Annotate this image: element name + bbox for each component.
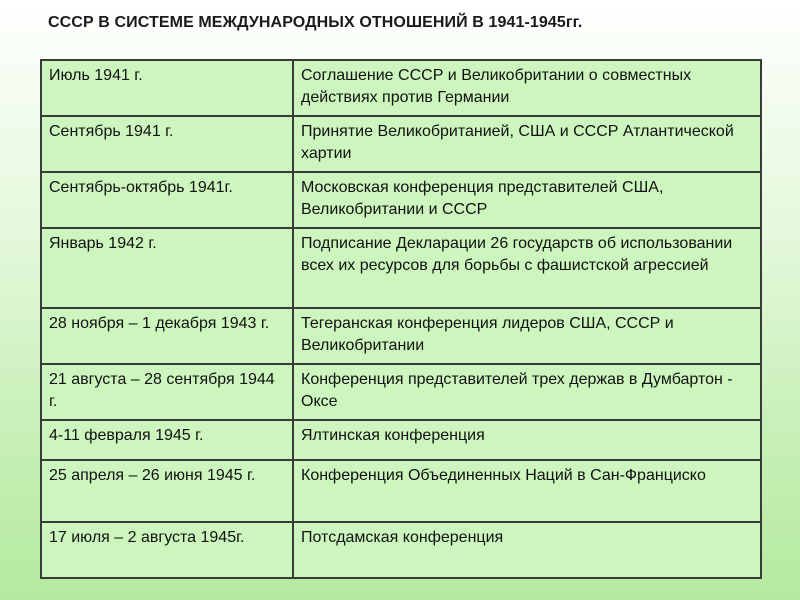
date-cell: 25 апреля – 26 июня 1945 г. bbox=[41, 460, 293, 522]
table-row bbox=[41, 364, 761, 420]
date-cell: 28 ноября – 1 декабря 1943 г. bbox=[41, 308, 293, 364]
event-cell: Потсдамская конференция bbox=[293, 522, 761, 578]
table-row bbox=[41, 172, 761, 228]
event-cell: Конференция представителей трех держав в Думбартон - Оксе bbox=[293, 364, 761, 420]
table-row bbox=[41, 60, 761, 116]
date-cell: Январь 1942 г. bbox=[41, 228, 293, 308]
event-cell: Подписание Декларации 26 государств об использовании всех их ресурсов для борьбы с фашистской агрессией bbox=[293, 228, 761, 308]
events-table bbox=[40, 59, 762, 579]
page-title: СССР В СИСТЕМЕ МЕЖДУНАРОДНЫХ ОТНОШЕНИЙ В 1941-1945гг. bbox=[48, 14, 583, 31]
table-row bbox=[41, 460, 761, 522]
date-cell: Сентябрь-октябрь 1941г. bbox=[41, 172, 293, 228]
event-cell: Конференция Объединенных Наций в Сан-Франциско bbox=[293, 460, 761, 522]
event-cell: Московская конференция представителей США, Великобритании и СССР bbox=[293, 172, 761, 228]
date-cell: 21 августа – 28 сентября 1944 г. bbox=[41, 364, 293, 420]
event-cell: Ялтинская конференция bbox=[293, 420, 761, 460]
event-cell: Принятие Великобританией, США и СССР Атлантической хартии bbox=[293, 116, 761, 172]
table-row bbox=[41, 228, 761, 308]
table-row bbox=[41, 522, 761, 578]
table-row bbox=[41, 308, 761, 364]
date-cell: 17 июля – 2 августа 1945г. bbox=[41, 522, 293, 578]
date-cell: 4-11 февраля 1945 г. bbox=[41, 420, 293, 460]
table-row bbox=[41, 116, 761, 172]
date-cell: Июль 1941 г. bbox=[41, 60, 293, 116]
date-cell: Сентябрь 1941 г. bbox=[41, 116, 293, 172]
event-cell: Соглашение СССР и Великобритании о совместных действиях против Германии bbox=[293, 60, 761, 116]
event-cell: Тегеранская конференция лидеров США, СССР и Великобритании bbox=[293, 308, 761, 364]
table-row bbox=[41, 420, 761, 460]
